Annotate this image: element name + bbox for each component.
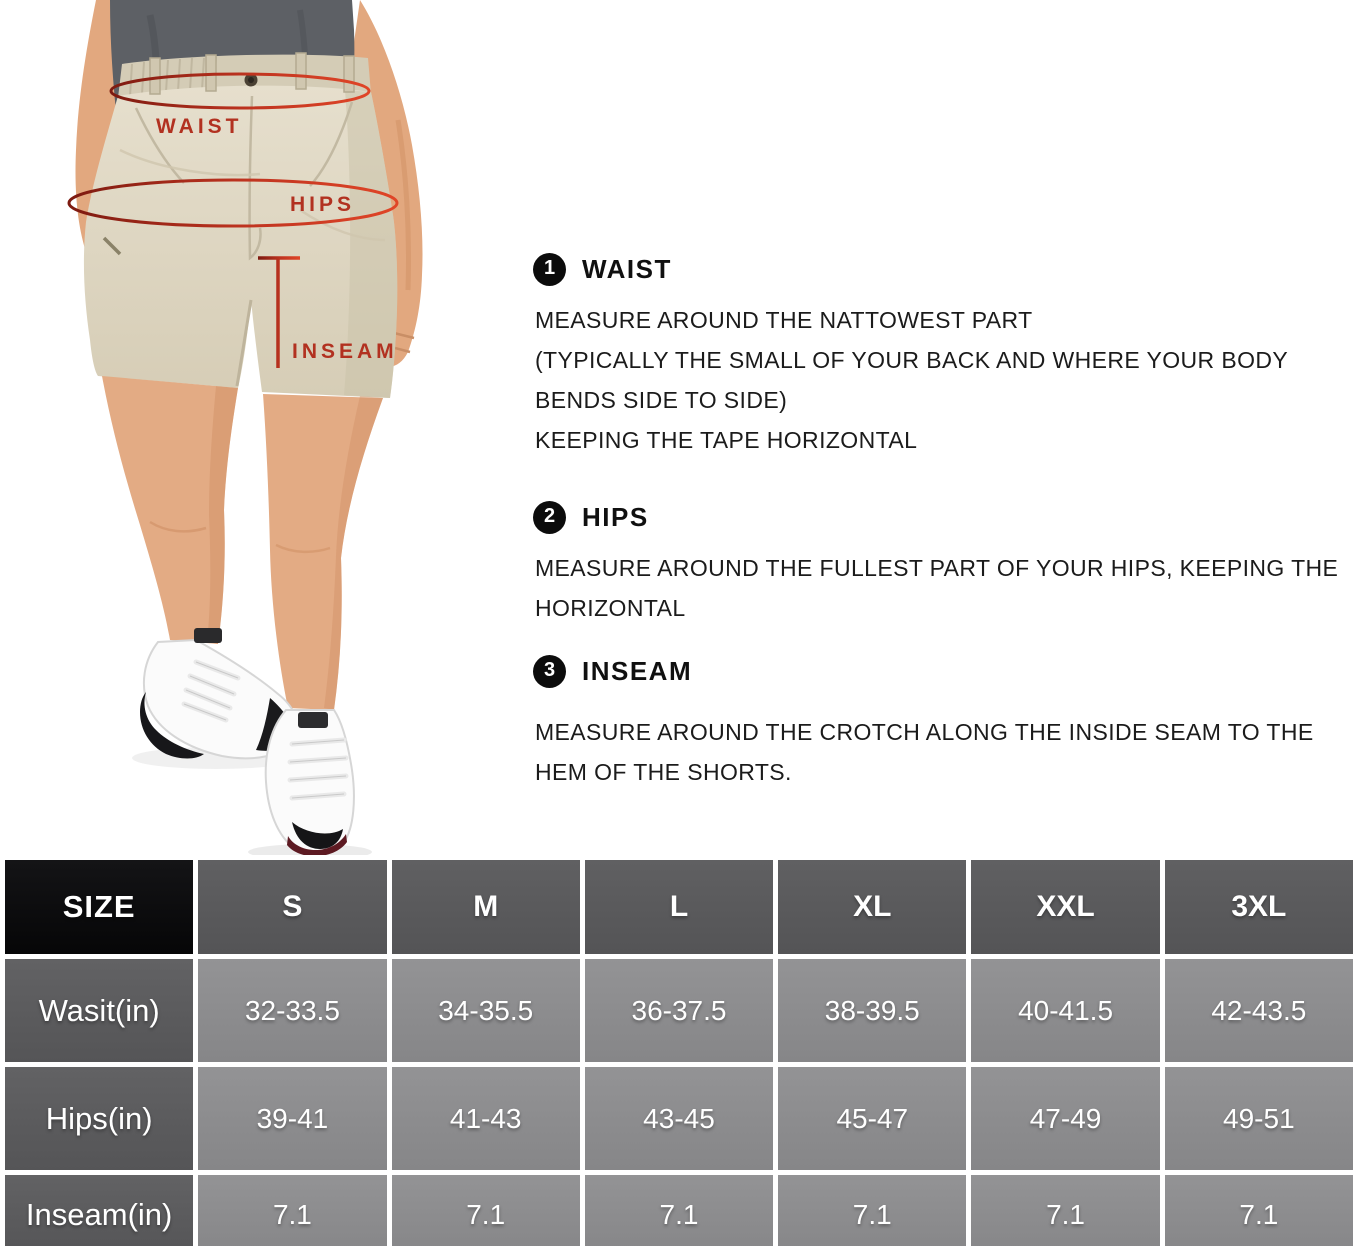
header-cell-m: M xyxy=(392,860,580,954)
value-cell: 38-39.5 xyxy=(778,959,966,1062)
value-cell: 45-47 xyxy=(778,1067,966,1170)
step-3-badge: 3 xyxy=(533,655,566,688)
value-cell: 47-49 xyxy=(971,1067,1159,1170)
table-header-row xyxy=(5,860,1353,954)
value-cell: 40-41.5 xyxy=(971,959,1159,1062)
value-cell: 42-43.5 xyxy=(1165,959,1353,1062)
step-1-badge: 1 xyxy=(533,253,566,286)
instruction-line: BENDS SIDE TO SIDE) xyxy=(535,387,788,413)
instruction-line: (TYPICALLY THE SMALL OF YOUR BACK AND WHERE YOUR BODY xyxy=(535,347,1289,373)
value-cell: 7.1 xyxy=(198,1175,386,1246)
value-cell: 7.1 xyxy=(778,1175,966,1246)
value-cell: 49-51 xyxy=(1165,1067,1353,1170)
product-photo xyxy=(0,0,510,860)
table-row-hips xyxy=(5,1067,1353,1170)
row-label-cell: Inseam(in) xyxy=(5,1175,193,1246)
instruction-line: MEASURE AROUND THE NATTOWEST PART xyxy=(535,307,1033,333)
instruction-line: HORIZONTAL xyxy=(535,595,686,621)
instruction-section-waist xyxy=(533,252,1353,460)
value-cell: 32-33.5 xyxy=(198,959,386,1062)
value-cell: 43-45 xyxy=(585,1067,773,1170)
value-cell: 39-41 xyxy=(198,1067,386,1170)
value-cell: 7.1 xyxy=(392,1175,580,1246)
hips-label: HIPS xyxy=(290,193,356,216)
header-cell-3xl: 3XL xyxy=(1165,860,1353,954)
model-figure xyxy=(0,0,510,860)
instruction-line: KEEPING THE TAPE HORIZONTAL xyxy=(535,427,918,453)
value-cell: 7.1 xyxy=(585,1175,773,1246)
section-title-hips: HIPS xyxy=(582,501,649,532)
value-cell: 41-43 xyxy=(392,1067,580,1170)
step-2-badge: 2 xyxy=(533,501,566,534)
header-cell-l: L xyxy=(585,860,773,954)
section-title-waist: WAIST xyxy=(582,253,672,284)
header-cell-s: S xyxy=(198,860,386,954)
instruction-section-inseam xyxy=(533,654,1353,792)
value-cell: 34-35.5 xyxy=(392,959,580,1062)
row-label-cell: Hips(in) xyxy=(5,1067,193,1170)
instruction-line: MEASURE AROUND THE CROTCH ALONG THE INSIDE SEAM TO THE xyxy=(535,719,1314,745)
value-cell: 7.1 xyxy=(971,1175,1159,1246)
row-label-cell: Wasit(in) xyxy=(5,959,193,1062)
value-cell: 7.1 xyxy=(1165,1175,1353,1246)
header-cell-xl: XL xyxy=(778,860,966,954)
value-cell: 36-37.5 xyxy=(585,959,773,1062)
header-cell-xxl: XXL xyxy=(971,860,1159,954)
inseam-label: INSEAM xyxy=(292,340,398,363)
header-cell-size: SIZE xyxy=(5,860,193,954)
table-row-waist xyxy=(5,959,1353,1062)
instruction-line: HEM OF THE SHORTS. xyxy=(535,759,792,785)
model-legs xyxy=(102,376,383,710)
size-chart-table xyxy=(0,855,1358,1246)
table-row-inseam xyxy=(5,1175,1353,1246)
instruction-section-hips xyxy=(533,500,1353,628)
section-title-inseam: INSEAM xyxy=(582,655,693,686)
measurement-instructions xyxy=(533,252,1353,792)
instruction-line: MEASURE AROUND THE FULLEST PART OF YOUR HIPS, KEEPING THE xyxy=(535,555,1339,581)
waist-label: WAIST xyxy=(156,115,243,138)
